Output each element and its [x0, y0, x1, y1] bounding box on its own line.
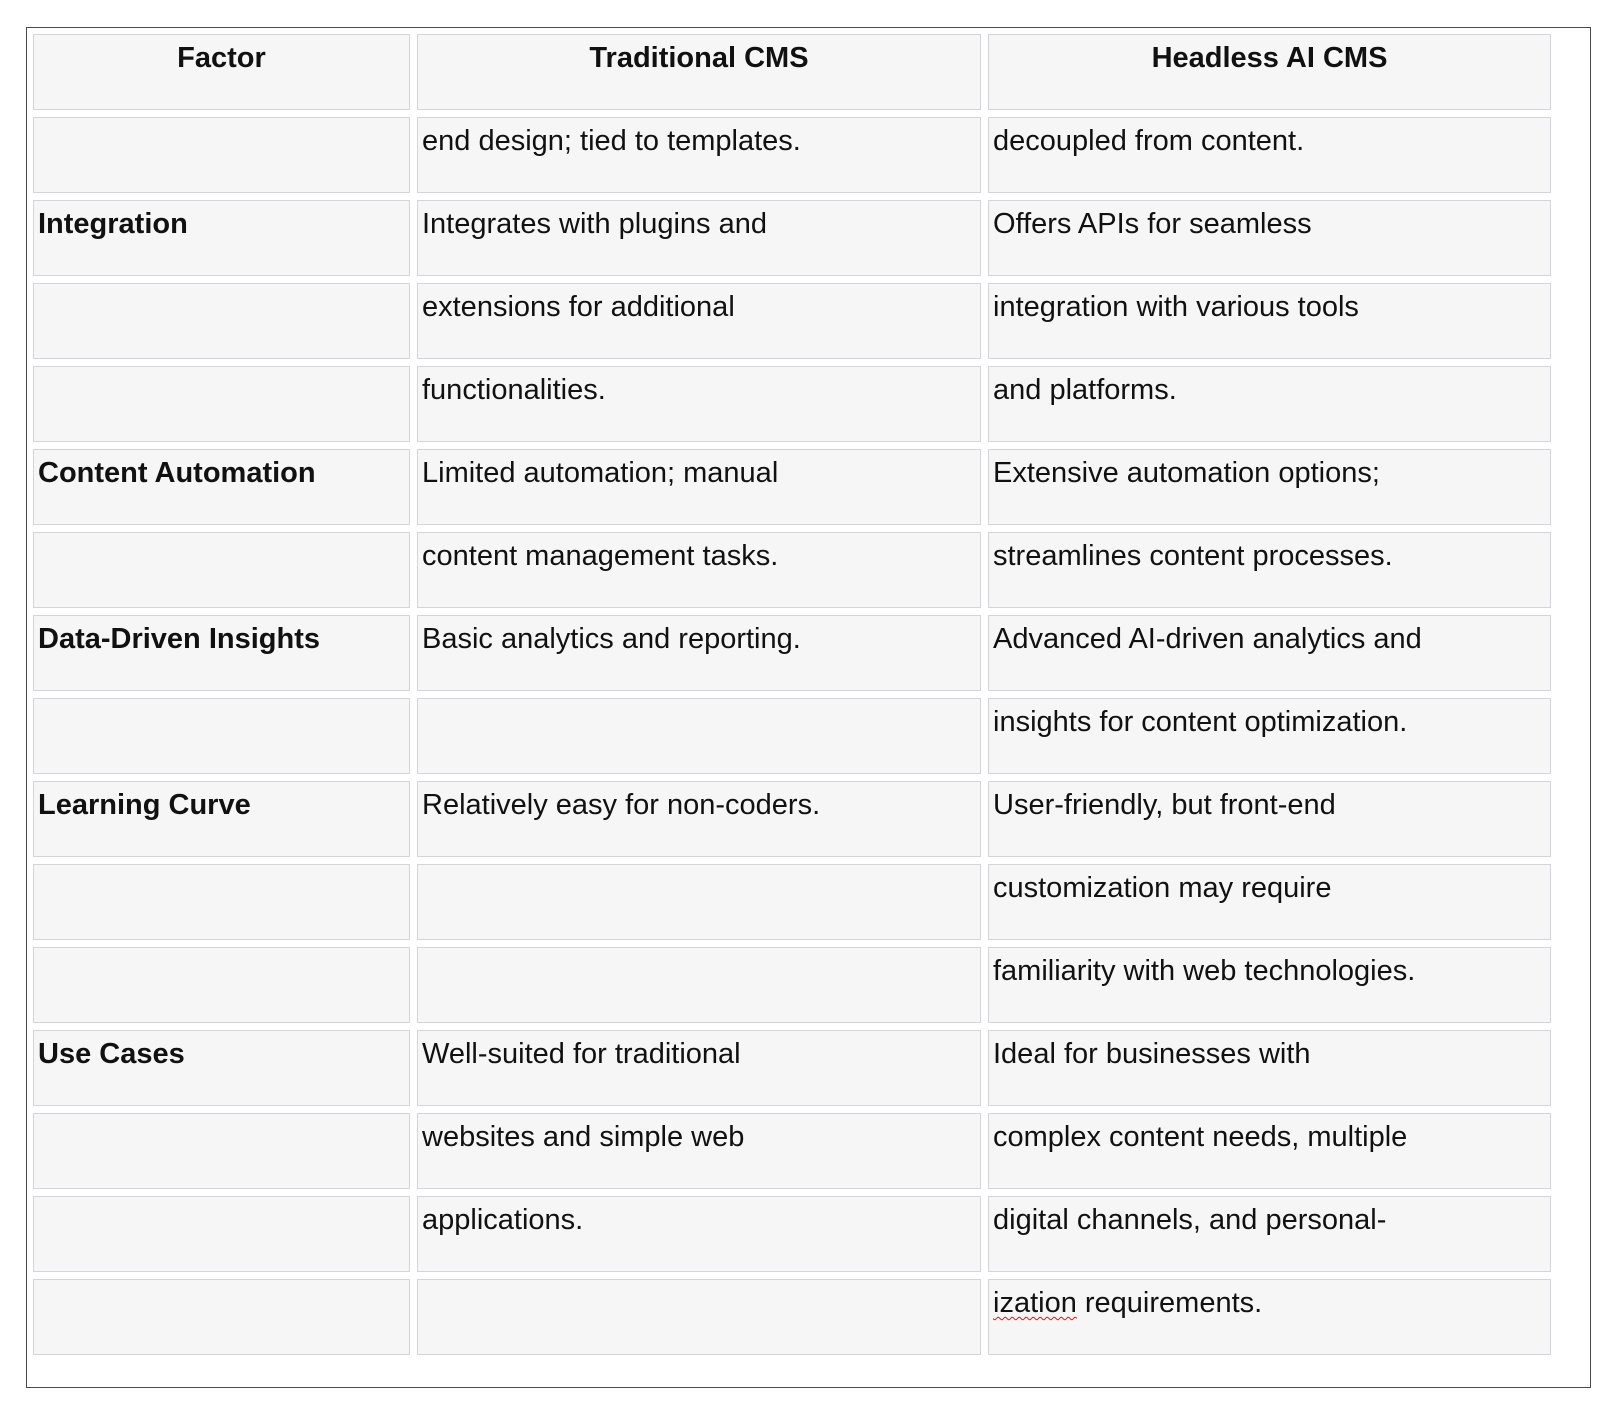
table-cell-traditional — [417, 283, 981, 359]
cell-text: integration with various tools — [993, 291, 1359, 323]
cell-text-rest: requirements. — [1076, 1287, 1263, 1319]
table-cell-traditional — [417, 781, 981, 857]
table-cell-factor — [33, 1279, 410, 1355]
cell-text: Basic analytics and reporting. — [422, 623, 801, 655]
factor-label: Use Cases — [38, 1038, 185, 1070]
table-cell-factor — [33, 1196, 410, 1272]
table-cell-headless — [988, 449, 1551, 525]
cell-text: familiarity with web technologies. — [993, 955, 1416, 987]
table-cell-headless — [988, 1196, 1551, 1272]
table-cell-factor — [33, 698, 410, 774]
table-cell-traditional — [417, 1279, 981, 1355]
header-label-traditional: Traditional CMS — [589, 42, 809, 74]
table-cell-factor — [33, 117, 410, 193]
header-cell-headless — [988, 34, 1551, 110]
factor-label: Content Automation — [38, 457, 316, 489]
table-cell-factor — [33, 200, 410, 276]
factor-label: Integration — [38, 208, 188, 240]
table-cell-headless — [988, 1113, 1551, 1189]
table-cell-headless — [988, 366, 1551, 442]
cell-text: content management tasks. — [422, 540, 779, 572]
table-cell-factor — [33, 947, 410, 1023]
table-cell-traditional — [417, 1030, 981, 1106]
header-cell-factor — [33, 34, 410, 110]
table-cell-headless — [988, 200, 1551, 276]
cell-text: applications. — [422, 1204, 584, 1236]
cell-text: and platforms. — [993, 374, 1177, 406]
cell-text: streamlines content processes. — [993, 540, 1393, 572]
cell-text: digital channels, and personal- — [993, 1204, 1387, 1236]
table-cell-factor — [33, 864, 410, 940]
table-cell-headless — [988, 1030, 1551, 1106]
cell-text: Advanced AI-driven analytics and — [993, 623, 1422, 655]
table-cell-headless — [988, 283, 1551, 359]
spellcheck-flagged-word[interactable]: ization — [993, 1287, 1077, 1319]
table-cell-traditional — [417, 449, 981, 525]
cell-text: websites and simple web — [422, 1121, 745, 1153]
table-cell-factor — [33, 615, 410, 691]
cell-text: Integrates with plugins and — [422, 208, 767, 240]
table-cell-traditional — [417, 615, 981, 691]
cell-text: functionalities. — [422, 374, 606, 406]
cell-text: extensions for additional — [422, 291, 735, 323]
table-cell-traditional — [417, 864, 981, 940]
table-cell-headless — [988, 117, 1551, 193]
table-cell-traditional — [417, 947, 981, 1023]
cell-text — [993, 1289, 1262, 1318]
table-cell-factor — [33, 366, 410, 442]
table-cell-factor — [33, 1030, 410, 1106]
table-cell-traditional — [417, 117, 981, 193]
table-cell-factor — [33, 283, 410, 359]
cell-text: Limited automation; manual — [422, 457, 779, 489]
header-label-headless: Headless AI CMS — [1151, 42, 1388, 74]
cell-text: Extensive automation options; — [993, 457, 1380, 489]
table-cell-headless — [988, 615, 1551, 691]
cell-text: User-friendly, but front-end — [993, 789, 1336, 821]
header-label-factor: Factor — [177, 42, 266, 74]
table-cell-traditional — [417, 366, 981, 442]
table-cell-headless — [988, 532, 1551, 608]
table-cell-factor — [33, 781, 410, 857]
cell-text: Well-suited for traditional — [422, 1038, 741, 1070]
cell-text: Relatively easy for non-coders. — [422, 789, 821, 821]
cell-text: customization may require — [993, 872, 1332, 904]
table-cell-factor — [33, 449, 410, 525]
factor-label: Data-Driven Insights — [38, 623, 320, 655]
table-cell-factor — [33, 1113, 410, 1189]
cell-text: Ideal for businesses with — [993, 1038, 1311, 1070]
cell-text: insights for content optimization. — [993, 706, 1408, 738]
table-cell-traditional — [417, 532, 981, 608]
table-cell-traditional — [417, 1196, 981, 1272]
cell-text: complex content needs, multiple — [993, 1121, 1408, 1153]
cell-text: decoupled from content. — [993, 125, 1305, 157]
table-cell-headless — [988, 698, 1551, 774]
table-cell-factor — [33, 532, 410, 608]
table-cell-headless — [988, 947, 1551, 1023]
table-cell-headless — [988, 864, 1551, 940]
table-cell-headless — [988, 781, 1551, 857]
header-cell-traditional — [417, 34, 981, 110]
table-cell-traditional — [417, 200, 981, 276]
table-cell-headless — [988, 1279, 1551, 1355]
factor-label: Learning Curve — [38, 789, 251, 821]
table-cell-traditional — [417, 698, 981, 774]
cell-text: Offers APIs for seamless — [993, 208, 1312, 240]
table-cell-traditional — [417, 1113, 981, 1189]
cell-text: end design; tied to templates. — [422, 125, 801, 157]
